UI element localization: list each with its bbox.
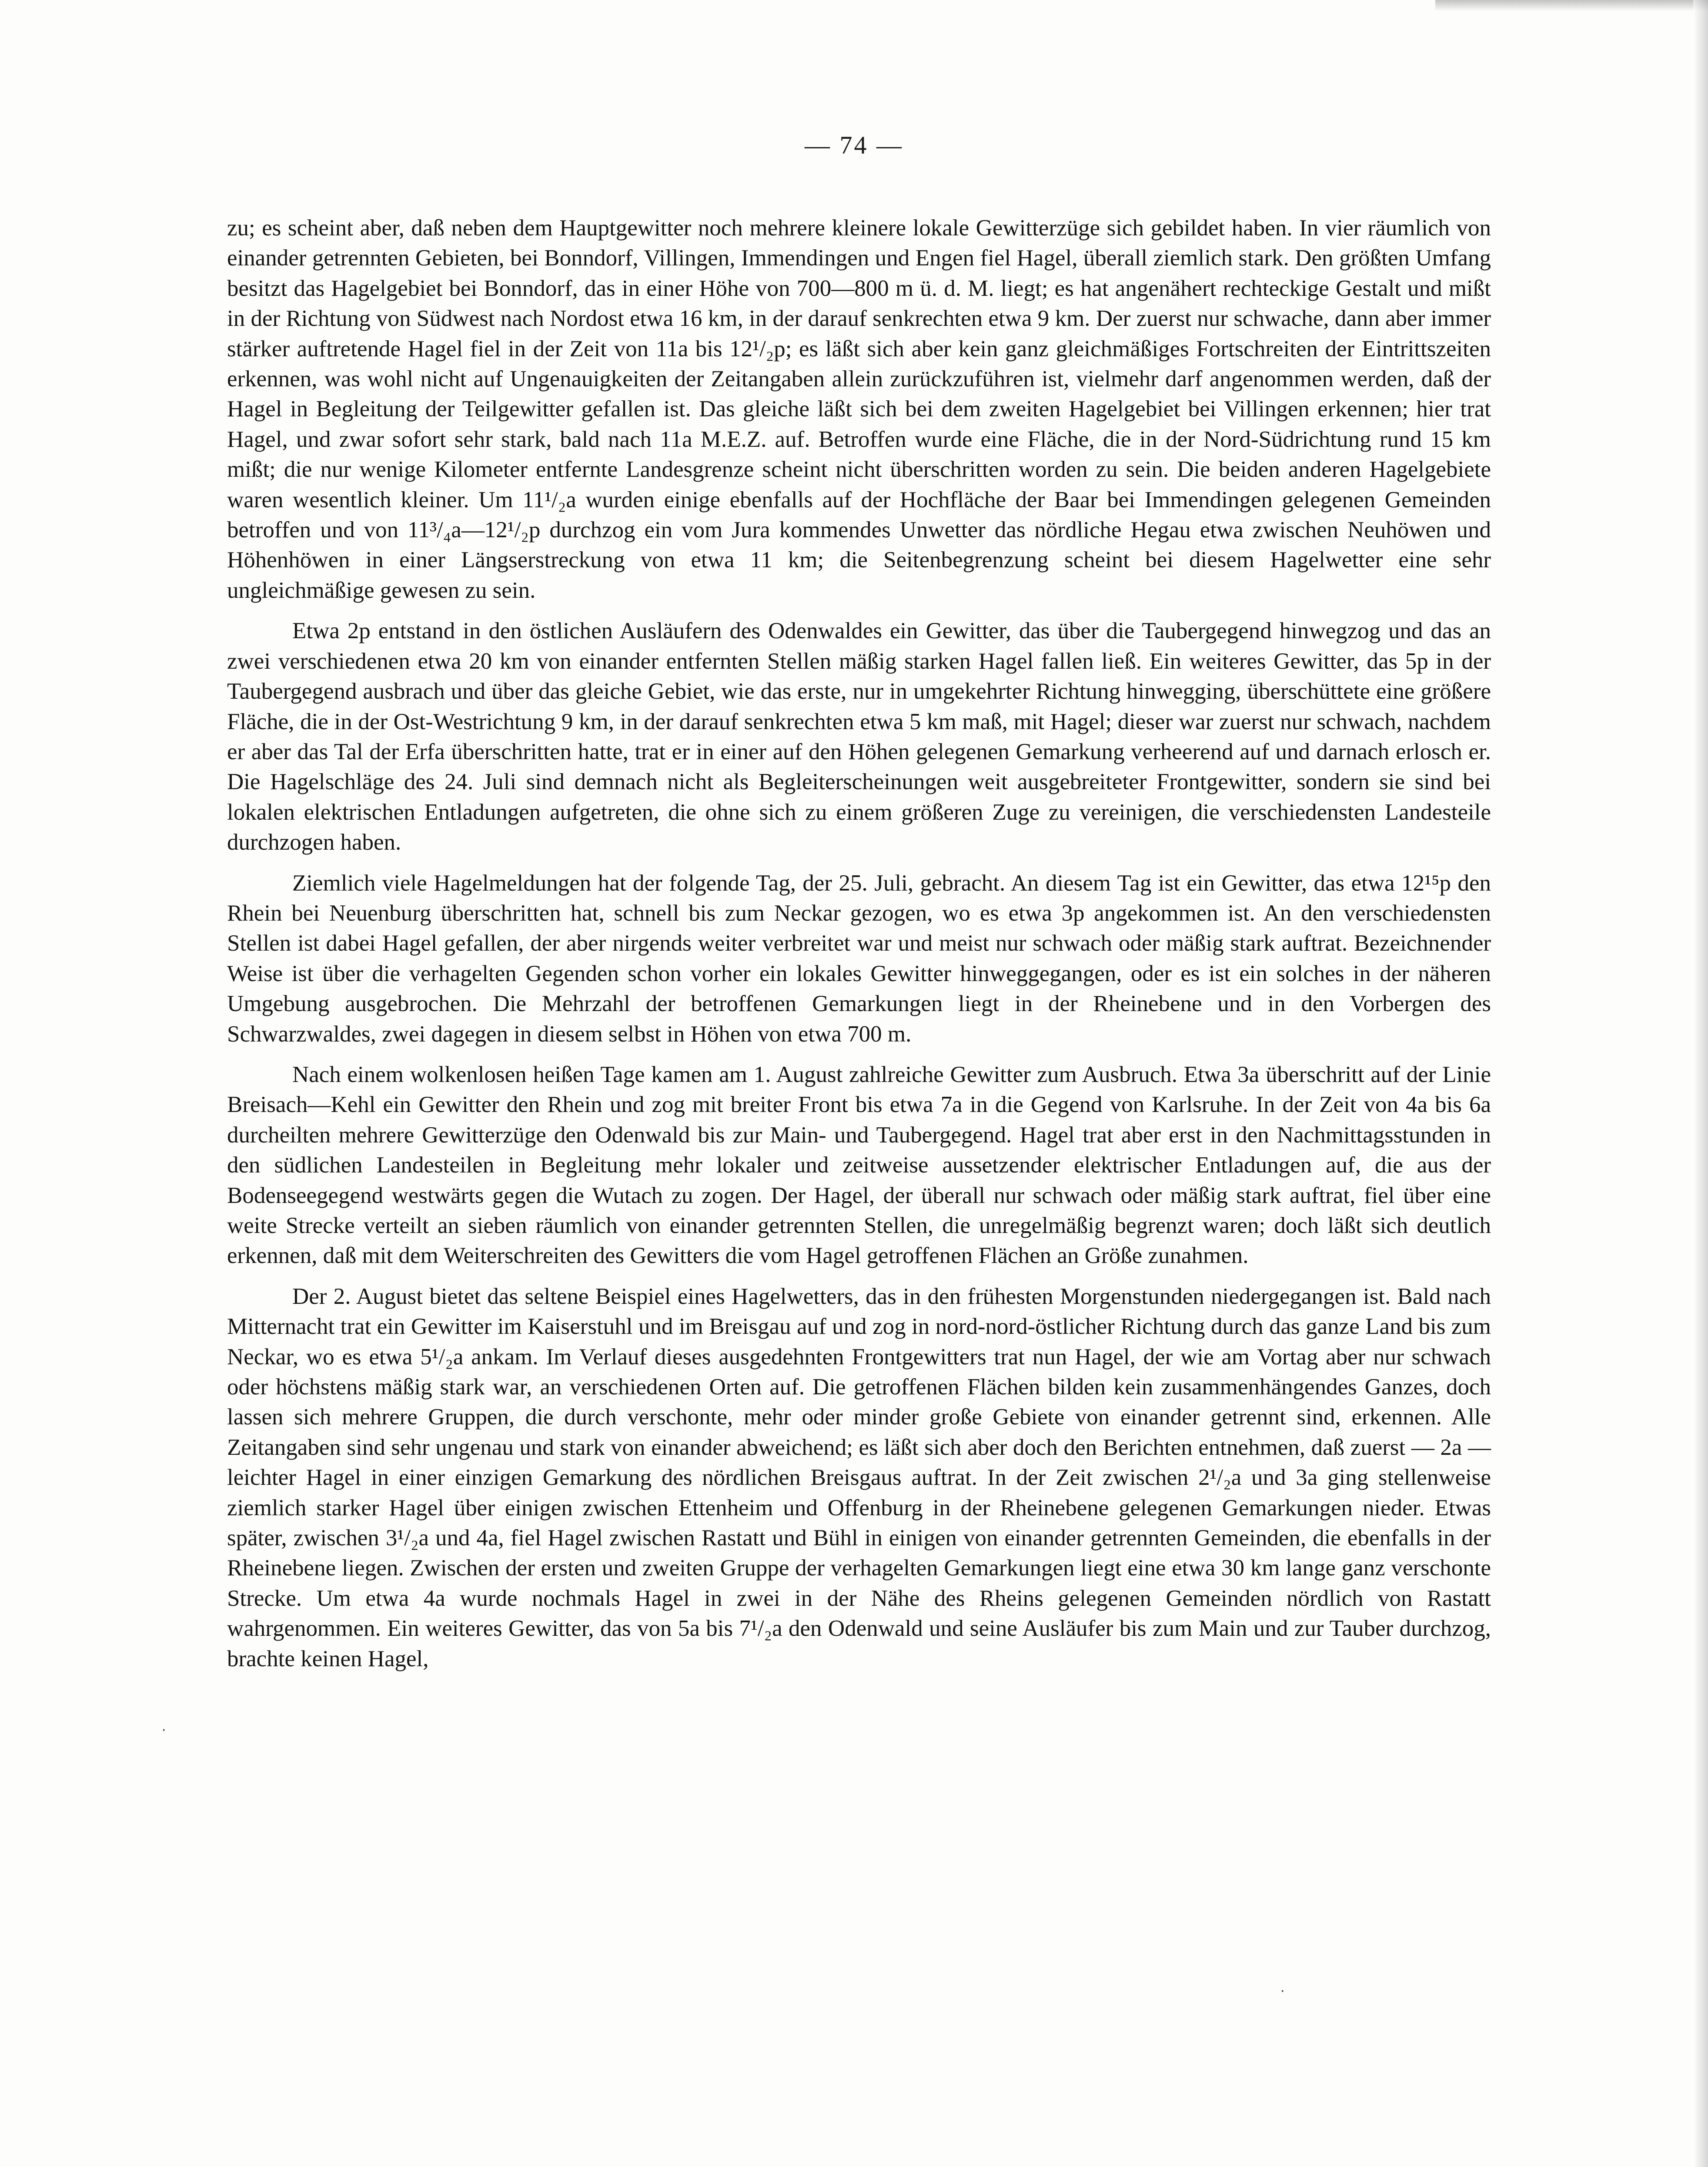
stray-dot: · — [1280, 1984, 1285, 1999]
page-number: — 74 — — [805, 131, 903, 159]
paragraph: Ziemlich viele Hagelmeldungen hat der folgende Tag, der 25. Juli, gebracht. An diesem Tag ist ein Gewitter, das etwa 12¹⁵p den Rhein bei Neuenburg überschritten hat, schnell bis zum Neckar gezogen, wo es etwa 3p angekommen ist. An den verschiedensten Stellen ist dabei Hagel gefallen, der aber nirgends weiter verbreitet war und meist nur schwach oder mäßig stark auftrat. Bezeichnender Weise ist über die verhagelten Gegenden schon vorher ein lokales Gewitter hinweggegangen, oder es ist ein solches in der näheren Umgebung ausgebrochen. Die Mehrzahl der betroffenen Gemarkungen liegt in der Rheinebene und in den Vorbergen des Schwarzwaldes, zwei dagegen in diesem selbst in Höhen von etwa 700 m. — [227, 870, 1491, 1047]
paragraph: Nach einem wolkenlosen heißen Tage kamen am 1. August zahlreiche Gewitter zum Ausbruch. Etwa 3a überschritt auf der Linie Breisach—Kehl ein Gewitter den Rhein und zog mit breiter Front bis etwa 7a in die Gegend von Karlsruhe. In der Zeit von 4a bis 6a durcheilten mehrere Gewitterzüge den Odenwald bis zur Main- und Taubergegend. Hagel trat aber erst in den Nachmittagsstunden in den südlichen Landesteilen in Begleitung mehr lokaler und zeitweise aussetzender elektrischer Entladungen auf, die aus der Bodenseegegend westwärts gegen die Wutach zu zogen. Der Hagel, der überall nur schwach oder mäßig stark auftrat, fiel über eine weite Strecke verteilt an sieben räumlich von einander getrennten Stellen, die unregelmäßig begrenzt waren; doch läßt sich deutlich erkennen, daß mit dem Weiterschreiten des Gewitters die vom Hagel getroffenen Flächen an Größe zunahmen. — [227, 1062, 1491, 1269]
body-text — [227, 213, 1491, 1685]
paragraph: Etwa 2p entstand in den östlichen Ausläufern des Odenwaldes ein Gewitter, das über die Taubergegend hinwegzog und das an zwei verschiedenen etwa 20 km von einander entfernten Stellen mäßig starken Hagel fallen ließ. Ein weiteres Gewitter, das 5p in der Taubergegend ausbrach und über das gleiche Gebiet, wie das erste, nur in umgekehrter Richtung hinwegging, überschüttete eine größere Fläche, die in der Ost-Westrichtung 9 km, in der darauf senkrechten etwa 5 km maß, mit Hagel; dieser war zuerst nur schwach, nachdem er aber das Tal der Erfa überschritten hatte, trat er in einer auf den Höhen gelegenen Gemarkung verheerend auf und darnach erlosch er. Die Hagelschläge des 24. Juli sind demnach nicht als Begleiterscheinungen weit ausgebreiteter Frontgewitter, sondern sie sind bei lokalen elektrischen Entladungen aufgetreten, die ohne sich zu einem größeren Zuge zu vereinigen, die verschiedensten Landesteile durchzogen haben. — [227, 618, 1491, 855]
paragraph-continuation: zu; es scheint aber, daß neben dem Hauptgewitter noch mehrere kleinere lokale Gewitterzüge sich gebildet haben. In vier räumlich von einander getrennten Gebieten, bei Bonndorf, Villingen, Immendingen und Engen fiel Hagel, überall ziemlich stark. Den größten Umfang besitzt das Hagelgebiet bei Bonndorf, das in einer Höhe von 700—800 m ü. d. M. liegt; es hat angenähert rechteckige Gestalt und mißt in der Richtung von Südwest nach Nordost etwa 16 km, in der darauf senkrechten etwa 9 km. Der zuerst nur schwache, dann aber immer stärker auftretende Hagel fiel in der Zeit von 11a bis 12¹/₂p; es läßt sich aber kein ganz gleichmäßiges Fortschreiten der Eintrittszeiten erkennen, was wohl nicht auf Ungenauigkeiten der Zeitangaben allein zurückzuführen ist, vielmehr darf angenommen werden, daß der Hagel in Begleitung der Teilgewitter gefallen ist. Das gleiche läßt sich bei dem zweiten Hagelgebiet bei Villingen erkennen; hier trat Hagel, und zwar sofort sehr stark, bald nach 11a M.E.Z. auf. Betroffen wurde eine Fläche, die in der Nord-Südrichtung rund 15 km mißt; die nur wenige Kilometer entfernte Landesgrenze scheint nicht überschritten worden zu sein. Die beiden anderen Hagelgebiete waren wesentlich kleiner. Um 11¹/₂a wurden einige ebenfalls auf der Hochfläche der Baar bei Immendingen gelegenen Gemeinden betroffen und von 11³/₄a—12¹/₂p durchzog ein vom Jura kommendes Unwetter das nördliche Hegau etwa zwischen Neuhöwen und Höhenhöwen in einer Längserstreckung von etwa 11 km; die Seitenbegrenzung scheint bei diesem Hagelwetter eine sehr ungleichmäßige gewesen zu sein. — [227, 215, 1491, 603]
margin-dot: · — [162, 1723, 166, 1738]
scan-shadow-top — [1435, 0, 1708, 11]
scan-shadow-right — [1693, 0, 1708, 2167]
paragraph: Der 2. August bietet das seltene Beispiel eines Hagelwetters, das in den frühesten Morgenstunden niedergegangen ist. Bald nach Mitternacht trat ein Gewitter im Kaiserstuhl und im Breisgau auf und zog in nord-nord-östlicher Richtung durch das ganze Land bis zum Neckar, wo es etwa 5¹/₂a ankam. Im Verlauf dieses ausgedehnten Frontgewitters trat nun Hagel, der wie am Vortag aber nur schwach oder höchstens mäßig stark war, an verschiedenen Orten auf. Die getroffenen Flächen bilden kein zusammenhängendes Ganzes, doch lassen sich mehrere Gruppen, die durch verschonte, mehr oder minder große Gebiete von einander getrennt sind, erkennen. Alle Zeitangaben sind sehr ungenau und stark von einander abweichend; es läßt sich aber doch den Berichten entnehmen, daß zuerst — 2a — leichter Hagel in einer einzigen Gemarkung des nördlichen Breisgaus auftrat. In der Zeit zwischen 2¹/₂a und 3a ging stellenweise ziemlich starker Hagel über einigen zwischen Ettenheim und Offenburg in der Rheinebene gelegenen Gemarkungen nieder. Etwas später, zwischen 3¹/₂a und 4a, fiel Hagel zwischen Rastatt und Bühl in einigen von einander getrennten Gemeinden, die ebenfalls in der Rheinebene liegen. Zwischen der ersten und zweiten Gruppe der verhagelten Gemarkungen liegt eine etwa 30 km lange ganz verschonte Strecke. Um etwa 4a wurde nochmals Hagel in zwei in der Nähe des Rheins gelegenen Gemeinden nördlich von Rastatt wahrgenommen. Ein weiteres Gewitter, das von 5a bis 7¹/₂a den Odenwald und seine Ausläufer bis zum Main und zur Tauber durchzog, brachte keinen Hagel, — [227, 1283, 1491, 1671]
